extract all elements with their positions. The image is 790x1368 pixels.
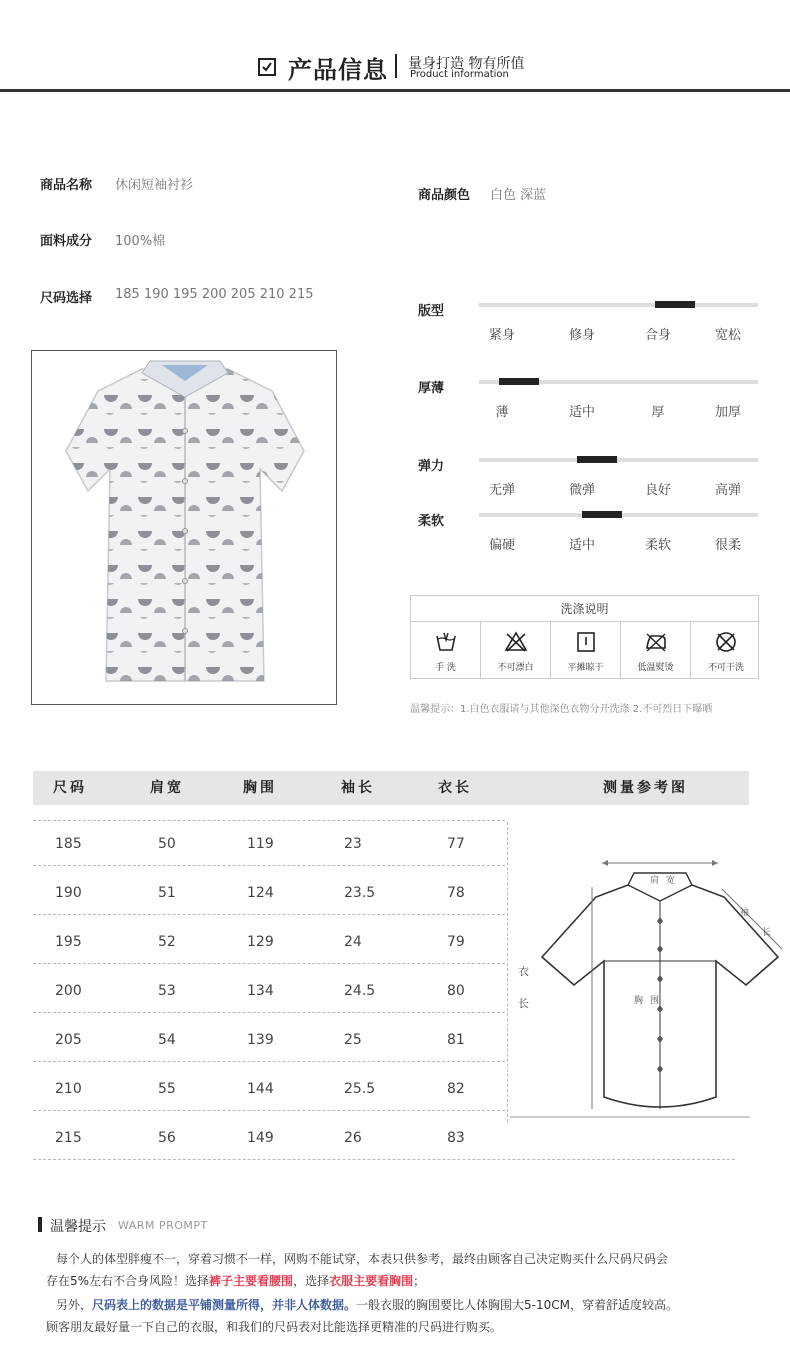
table-divider [507, 822, 508, 1122]
fit-option: 柔软 [644, 538, 671, 553]
warm-prompt-en: WARM PROMPT [118, 1219, 208, 1232]
warm-prompt-title: 温馨提示 [50, 1219, 106, 1235]
table-cell: 185 [55, 836, 82, 852]
fit-option: 良好 [644, 483, 671, 498]
table-cell: 78 [447, 885, 465, 901]
table-cell: 23 [344, 836, 362, 852]
warm-highlight: 尺码表上的数据是平铺测量所得，并非人体数据。 [92, 1298, 357, 1312]
diagram-label: 长 [762, 928, 772, 938]
warm-text: 存在5%左右不合身风险！选择 [46, 1274, 210, 1288]
table-cell: 77 [447, 836, 465, 852]
no-dryclean-icon [714, 630, 738, 654]
table-cell: 210 [55, 1081, 82, 1097]
fit-label: 弹力 [418, 459, 445, 474]
table-cell: 124 [247, 885, 274, 901]
fit-marker [577, 456, 617, 463]
fit-option: 偏硬 [488, 538, 515, 553]
size-label: 尺码选择 [40, 291, 93, 306]
wash-item-no-dryclean [691, 622, 761, 679]
fit-marker [499, 378, 539, 385]
row-divider [33, 865, 505, 866]
table-cell: 144 [247, 1081, 274, 1097]
dry-flat-icon [574, 630, 598, 654]
wash-item-hand-wash [411, 622, 481, 679]
table-cell: 119 [247, 836, 274, 852]
table-cell: 149 [247, 1130, 274, 1146]
warm-highlight: 衣服主要看胸围 [329, 1274, 414, 1288]
hand-wash-icon [434, 630, 458, 654]
table-cell: 53 [158, 983, 176, 999]
no-bleach-icon [504, 630, 528, 654]
warm-paragraph-2 [48, 1294, 748, 1338]
table-cell: 26 [344, 1130, 362, 1146]
size-value: 185 190 195 200 205 210 215 [115, 287, 314, 302]
table-cell: 55 [158, 1081, 176, 1097]
table-cell: 80 [447, 983, 465, 999]
warm-line [48, 1294, 748, 1316]
table-cell: 54 [158, 1032, 176, 1048]
header-diagram: 测量参考图 [603, 780, 688, 796]
table-cell: 25 [344, 1032, 362, 1048]
row-divider [33, 1110, 505, 1111]
diagram-label: 宽 [666, 876, 676, 886]
wash-label: 平摊晾干 [567, 663, 604, 673]
header-sleeve: 袖长 [341, 780, 375, 796]
fit-option: 适中 [568, 405, 595, 420]
table-cell: 56 [158, 1130, 176, 1146]
fit-option: 薄 [495, 405, 509, 420]
table-cell: 50 [158, 836, 176, 852]
fit-option: 宽松 [714, 328, 741, 343]
fit-label: 版型 [418, 304, 445, 319]
warm-line [46, 1270, 748, 1292]
fit-option: 紧身 [488, 328, 515, 343]
fit-option: 合身 [644, 328, 671, 343]
table-cell: 52 [158, 934, 176, 950]
table-cell: 79 [447, 934, 465, 950]
product-photo [31, 350, 337, 705]
diagram-label: 肩 [650, 876, 660, 886]
wash-instructions [410, 595, 759, 679]
diagram-label: 衣 [518, 965, 529, 978]
table-cell: 139 [247, 1032, 274, 1048]
warm-text: ，选择 [293, 1274, 330, 1288]
header-shoulder: 肩宽 [150, 780, 184, 796]
header-chest: 胸围 [243, 780, 277, 796]
wash-item-dry-flat [551, 622, 621, 679]
title-divider [395, 54, 397, 78]
measurement-diagram [510, 825, 790, 1125]
table-cell: 24.5 [344, 983, 376, 999]
fit-option: 很柔 [714, 538, 741, 553]
color-label: 商品颜色 [418, 188, 471, 203]
row-divider [33, 820, 505, 821]
warm-text: 一般衣服的胸围要比人体胸围大5-10CM，穿着舒适度较高。 [356, 1298, 679, 1312]
row-divider [33, 914, 505, 915]
fit-label: 柔软 [418, 514, 445, 529]
fit-option: 微弹 [568, 483, 595, 498]
header-length: 衣长 [438, 780, 472, 796]
care-tip: 温馨提示：1.白色衣服请与其他深色衣物分开洗涤 2.不可烈日下曝晒 [410, 704, 713, 715]
table-cell: 129 [247, 934, 274, 950]
product-name-value: 休闲短袖衬衫 [115, 178, 194, 193]
section-subtitle-en: Product information [410, 69, 509, 80]
product-name-label: 商品名称 [40, 178, 93, 193]
fit-track [479, 458, 758, 462]
wash-title: 洗涤说明 [411, 596, 758, 622]
fit-option: 适中 [568, 538, 595, 553]
diagram-label: 长 [518, 997, 529, 1010]
table-cell: 215 [55, 1130, 82, 1146]
fit-marker [655, 301, 695, 308]
header-size: 尺码 [53, 780, 87, 796]
warm-line: 顾客朋友最好量一下自己的衣服，和我们的尺码表对比能选择更精准的尺码进行购买。 [46, 1320, 503, 1334]
fit-option: 无弹 [488, 483, 515, 498]
table-cell: 25.5 [344, 1081, 376, 1097]
table-cell: 200 [55, 983, 82, 999]
diagram-label: 胸 [634, 996, 644, 1006]
fit-label: 厚薄 [418, 381, 445, 396]
table-cell: 195 [55, 934, 82, 950]
table-cell: 83 [447, 1130, 465, 1146]
table-cell: 134 [247, 983, 274, 999]
wash-label: 手 洗 [435, 663, 456, 673]
row-divider [33, 963, 505, 964]
table-cell: 51 [158, 885, 176, 901]
warm-text: 另外， [56, 1298, 93, 1312]
header-rule [0, 89, 790, 92]
fit-track [479, 513, 758, 517]
table-cell: 190 [55, 885, 82, 901]
warm-line: 每个人的体型胖瘦不一，穿着习惯不一样，网购不能试穿，本表只供参考，最终由顾客自己决定购买什么尺码尺码会 [56, 1252, 669, 1266]
fit-option: 厚 [651, 405, 665, 420]
fit-track [479, 303, 758, 307]
color-value: 白色 深蓝 [490, 188, 547, 203]
diagram-label: 围 [650, 996, 660, 1006]
row-divider [33, 1159, 735, 1160]
size-table-header [33, 771, 749, 805]
low-iron-icon [644, 630, 668, 654]
fit-marker [582, 511, 622, 518]
checkbox-icon [258, 58, 276, 76]
row-divider [33, 1012, 505, 1013]
table-cell: 81 [447, 1032, 465, 1048]
fit-option: 修身 [568, 328, 595, 343]
table-cell: 205 [55, 1032, 82, 1048]
wash-item-low-iron [621, 622, 691, 679]
warm-text: ； [413, 1274, 426, 1288]
fabric-label: 面料成分 [40, 234, 93, 249]
fabric-value: 100%棉 [115, 234, 166, 249]
wash-label: 不可干洗 [707, 663, 744, 673]
wash-label: 低温熨烫 [637, 663, 674, 673]
table-cell: 23.5 [344, 885, 376, 901]
fit-track [479, 380, 758, 384]
table-cell: 24 [344, 934, 362, 950]
warm-highlight: 裤子主要看腰围 [209, 1274, 294, 1288]
warm-prompt-bar [38, 1217, 42, 1232]
wash-item-no-bleach [481, 622, 551, 679]
section-title: 产品信息 [288, 56, 388, 84]
fit-option: 高弹 [714, 483, 741, 498]
diagram-label: 袖 [740, 908, 750, 918]
warm-paragraph-1 [48, 1248, 748, 1292]
row-divider [33, 1061, 505, 1062]
section-subtitle: 量身打造 物有所值 [408, 56, 525, 72]
fit-option: 加厚 [714, 405, 741, 420]
wash-label: 不可漂白 [497, 663, 534, 673]
table-cell: 82 [447, 1081, 465, 1097]
